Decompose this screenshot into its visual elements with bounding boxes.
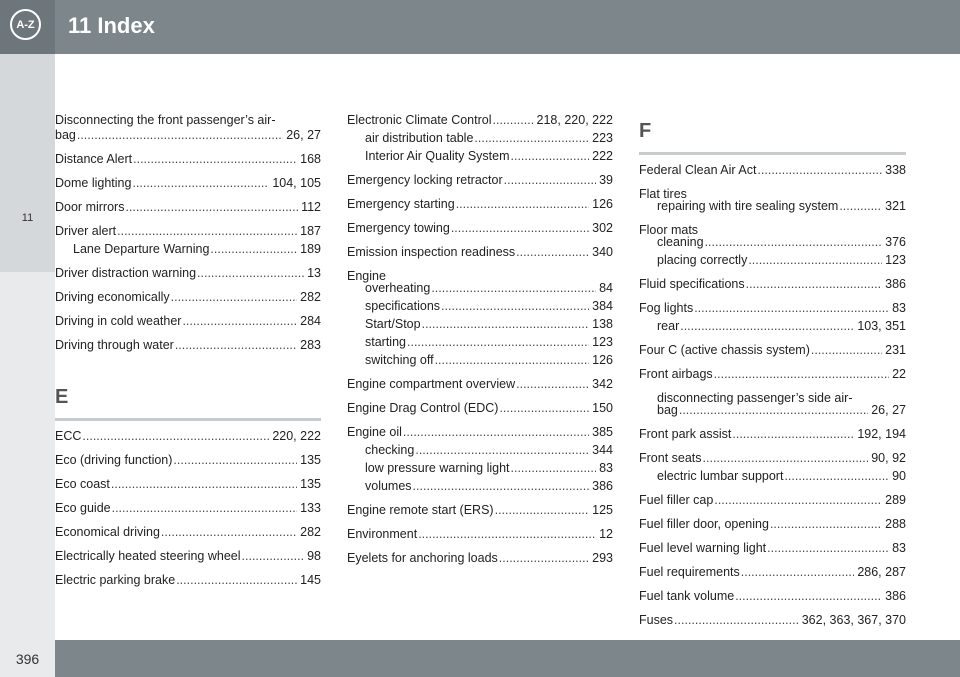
index-entry-pages: 168: [300, 152, 321, 166]
index-entry-label: overheating: [365, 281, 431, 295]
index-entry-pages: 125: [592, 503, 613, 517]
index-entry-list: [55, 152, 321, 353]
leader-dots: [418, 527, 596, 542]
index-entry[interactable]: [347, 173, 613, 188]
index-entry[interactable]: [55, 266, 321, 281]
index-entry[interactable]: [639, 613, 906, 628]
leader-dots: [176, 573, 297, 588]
leader-dots: [197, 266, 304, 281]
index-column-1: [55, 113, 321, 597]
index-entry[interactable]: [55, 525, 321, 540]
leader-dots: [474, 131, 589, 146]
index-entry-label: Engine Drag Control (EDC): [347, 401, 499, 415]
index-entry-pages: 145: [300, 573, 321, 587]
index-entry[interactable]: [55, 314, 321, 329]
index-entry-label: Interior Air Quality System: [365, 149, 510, 163]
index-entry-pages: 284: [300, 314, 321, 328]
index-entry-pages: 26, 27: [286, 128, 321, 142]
leader-dots: [703, 451, 869, 466]
index-entry-pages: 223: [592, 131, 613, 145]
index-entry-pages: 26, 27: [871, 403, 906, 417]
index-entry[interactable]: [347, 551, 613, 566]
leader-dots: [694, 301, 889, 316]
leader-dots: [516, 377, 589, 392]
index-entry-label: Driving through water: [55, 338, 174, 352]
index-entry-pages: 90, 92: [871, 451, 906, 465]
index-entry[interactable]: [639, 367, 906, 382]
a-z-icon: A-Z: [10, 9, 41, 40]
leader-dots: [182, 314, 297, 329]
index-entry-label: Economical driving: [55, 525, 160, 539]
index-entry-label: checking: [365, 443, 415, 457]
leader-dots: [422, 317, 590, 332]
index-subentry[interactable]: [347, 443, 613, 458]
index-entry-label: Front airbags: [639, 367, 713, 381]
index-entry-pages: 338: [885, 163, 906, 177]
leader-dots: [735, 589, 882, 604]
index-entry[interactable]: [55, 549, 321, 564]
index-entry[interactable]: [347, 221, 613, 236]
index-logo: [0, 0, 55, 54]
index-subentry[interactable]: [347, 353, 613, 368]
leader-dots: [82, 429, 269, 444]
index-entry-label: Electrically heated steering wheel: [55, 549, 241, 563]
index-entry-pages: 150: [592, 401, 613, 415]
index-entry-label: starting: [365, 335, 406, 349]
leader-dots: [511, 461, 597, 476]
index-entry-label: Engine compartment overview: [347, 377, 516, 391]
index-entry[interactable]: [639, 163, 906, 178]
leader-dots: [133, 152, 297, 167]
index-entry[interactable]: [347, 401, 613, 416]
index-subentry[interactable]: [347, 335, 613, 350]
index-entry-label: Fuel filler cap: [639, 493, 714, 507]
leader-dots: [499, 401, 589, 416]
index-entry-label: Environment: [347, 527, 418, 541]
index-entry-pages: 112: [301, 200, 321, 214]
index-entry[interactable]: [639, 589, 906, 604]
index-subentry[interactable]: [347, 479, 613, 494]
index-entry-pages: 384: [592, 299, 613, 313]
index-entry-pages: 344: [592, 443, 613, 457]
index-entry-pages: 39: [599, 173, 613, 187]
index-entry-pages: 84: [599, 281, 613, 295]
index-entry-pages: 362, 363, 367, 370: [801, 613, 906, 627]
leader-dots: [173, 453, 297, 468]
index-entry-label: Eco guide: [55, 501, 111, 515]
index-entry[interactable]: [347, 377, 613, 392]
index-entry-label: Eco coast: [55, 477, 110, 491]
leader-dots: [210, 242, 297, 257]
leader-dots: [732, 427, 854, 442]
index-entry[interactable]: [639, 451, 906, 466]
index-entry-pages: 386: [592, 479, 613, 493]
index-entry[interactable]: [347, 527, 613, 542]
index-entry-pages: 288: [885, 517, 906, 531]
leader-dots: [741, 565, 855, 580]
index-entry-label: Eco (driving function): [55, 453, 173, 467]
index-entry-label: volumes: [365, 479, 412, 493]
leader-dots: [811, 343, 882, 358]
index-entry-pages: 192, 194: [857, 427, 906, 441]
index-entry-label: disconnecting passenger’s side air-: [657, 391, 853, 405]
leader-dots: [242, 549, 305, 564]
leader-dots: [451, 221, 589, 236]
index-entry-pages: 98: [307, 549, 321, 563]
index-entry-label: Driving economically: [55, 290, 170, 304]
index-column-2: [347, 113, 613, 575]
index-entry[interactable]: [639, 427, 906, 442]
index-entry-pages: 222: [592, 149, 613, 163]
index-entry[interactable]: [639, 517, 906, 532]
index-entry-list: [639, 163, 906, 628]
index-entry[interactable]: [347, 503, 613, 518]
index-entry-label: cleaning: [657, 235, 704, 249]
index-entry[interactable]: [55, 501, 321, 516]
index-entry-pages: 90: [892, 469, 906, 483]
leader-dots: [413, 479, 590, 494]
index-entry-pages: 340: [592, 245, 613, 259]
index-subentry[interactable]: [347, 299, 613, 314]
index-entry[interactable]: [55, 573, 321, 588]
leader-dots: [516, 245, 589, 260]
index-entry-label: Distance Alert: [55, 152, 133, 166]
index-entry[interactable]: [639, 343, 906, 358]
index-entry-label: Four C (active chassis system): [639, 343, 810, 357]
leader-dots: [111, 477, 297, 492]
index-entry-pages: 302: [592, 221, 613, 235]
index-entry-label: Emergency starting: [347, 197, 455, 211]
index-entry[interactable]: [55, 477, 321, 492]
index-entry-label: Disconnecting the front passenger’s air-: [55, 113, 276, 127]
section-letter: E: [55, 386, 321, 421]
page-number: 396: [0, 640, 55, 677]
index-entry-pages: 13: [307, 266, 321, 280]
leader-dots: [504, 173, 596, 188]
index-subentry[interactable]: [347, 281, 613, 296]
leader-dots: [407, 335, 589, 350]
chapter-number: 11: [21, 212, 34, 224]
index-entry[interactable]: [55, 200, 321, 215]
index-entry-pages: 126: [592, 197, 613, 211]
leader-dots: [112, 501, 298, 516]
index-entry-pages: 138: [592, 317, 613, 331]
index-entry[interactable]: [55, 429, 321, 444]
index-entry-pages: 133: [300, 501, 321, 515]
leader-dots: [748, 253, 882, 268]
index-entry-label: Emergency locking retractor: [347, 173, 503, 187]
index-entry-label: rear: [657, 319, 680, 333]
page-footer: [0, 640, 960, 677]
index-entry-label: Fuel requirements: [639, 565, 740, 579]
index-entry-label: specifications: [365, 299, 441, 313]
index-entry[interactable]: [347, 245, 613, 260]
index-entry-pages: 187: [300, 224, 321, 238]
index-entry-label: Door mirrors: [55, 200, 125, 214]
index-entry-label: bag: [657, 403, 678, 417]
index-entry-pages: 12: [599, 527, 613, 541]
index-entry-label: bag: [55, 128, 76, 142]
index-entry-pages: 283: [300, 338, 321, 352]
index-entry-label: air distribution table: [365, 131, 474, 145]
index-subentry[interactable]: [639, 235, 906, 250]
index-entry-label: Fuel filler door, opening: [639, 517, 769, 531]
leader-dots: [674, 613, 799, 628]
index-entry[interactable]: [347, 197, 613, 212]
index-entry-pages: 220, 222: [272, 429, 321, 443]
index-entry-pages: 376: [885, 235, 906, 249]
index-entry[interactable]: [55, 113, 321, 143]
leader-dots: [511, 149, 590, 164]
leader-dots: [680, 319, 854, 334]
index-subentry[interactable]: [639, 319, 906, 334]
index-entry-label: Front park assist: [639, 427, 732, 441]
index-entry-label: Electric parking brake: [55, 573, 176, 587]
index-entry[interactable]: [639, 493, 906, 508]
index-entry-label: low pressure warning light: [365, 461, 510, 475]
index-subentry[interactable]: [347, 461, 613, 476]
leader-dots: [117, 224, 297, 239]
index-entry-label: Start/Stop: [365, 317, 421, 331]
leader-dots: [456, 197, 589, 212]
section-letter: F: [639, 120, 906, 155]
leader-dots: [679, 403, 868, 418]
index-subentry[interactable]: [639, 403, 906, 418]
index-entry-list: [55, 429, 321, 588]
index-entry-label: Eyelets for anchoring loads: [347, 551, 498, 565]
leader-dots: [415, 443, 589, 458]
leader-dots: [161, 525, 297, 540]
index-entry-label: Emission inspection readiness: [347, 245, 516, 259]
index-entry-pages: 293: [592, 551, 613, 565]
index-entry-label: switching off: [365, 353, 434, 367]
index-entry-pages: 231: [885, 343, 906, 357]
index-entry-label: placing correctly: [657, 253, 748, 267]
index-entry-label: Engine remote start (ERS): [347, 503, 494, 517]
index-entry[interactable]: [347, 425, 613, 440]
leader-dots: [493, 113, 534, 128]
index-entry-pages: 286, 287: [857, 565, 906, 579]
index-entry[interactable]: [55, 338, 321, 353]
index-entry[interactable]: [55, 176, 321, 191]
index-entry-pages: 123: [592, 335, 613, 349]
index-entry-pages: 123: [885, 253, 906, 267]
index-entry[interactable]: [55, 290, 321, 305]
index-entry[interactable]: [639, 277, 906, 292]
index-entry-pages: 218, 220, 222: [536, 113, 613, 127]
index-entry-label: Driver distraction warning: [55, 266, 197, 280]
index-entry-label: Engine oil: [347, 425, 402, 439]
leader-dots: [714, 367, 889, 382]
index-entry-pages: 189: [300, 242, 321, 256]
index-column-3: [639, 120, 906, 637]
leader-dots: [495, 503, 590, 518]
leader-dots: [132, 176, 269, 191]
leader-dots: [770, 517, 882, 532]
index-entry-label: Fuel level warning light: [639, 541, 767, 555]
index-entry[interactable]: [55, 224, 321, 239]
index-entry[interactable]: [639, 301, 906, 316]
index-entry-label: Federal Clean Air Act: [639, 163, 757, 177]
index-subentry[interactable]: [639, 469, 906, 484]
index-entry[interactable]: [55, 453, 321, 468]
leader-dots: [435, 353, 590, 368]
index-entry-label: Fuses: [639, 613, 674, 627]
leader-dots: [767, 541, 889, 556]
index-entry-list: [347, 113, 613, 566]
index-entry-label: Lane Departure Warning: [73, 242, 210, 256]
index-entry-pages: 103, 351: [857, 319, 906, 333]
index-subentry[interactable]: [347, 317, 613, 332]
leader-dots: [499, 551, 589, 566]
index-entry-label: Fluid specifications: [639, 277, 745, 291]
index-entry-pages: 135: [300, 477, 321, 491]
leader-dots: [839, 199, 882, 214]
index-entry-label: Fuel tank volume: [639, 589, 735, 603]
leader-dots: [441, 299, 589, 314]
leader-dots: [746, 277, 883, 292]
index-entry-label: Front seats: [639, 451, 702, 465]
index-entry-pages: 282: [300, 290, 321, 304]
index-entry-pages: 126: [592, 353, 613, 367]
leader-dots: [757, 163, 882, 178]
leader-dots: [171, 290, 298, 305]
index-entry-label: Electronic Climate Control: [347, 113, 492, 127]
page-title: 11 Index: [68, 13, 155, 38]
index-entry-label: electric lumbar support: [657, 469, 784, 483]
index-entry-label: repairing with tire sealing system: [657, 199, 839, 213]
index-entry-pages: 386: [885, 589, 906, 603]
index-entry-pages: 83: [892, 301, 906, 315]
index-entry-pages: 289: [885, 493, 906, 507]
index-entry-label: ECC: [55, 429, 82, 443]
index-entry-label: Emergency towing: [347, 221, 450, 235]
index-entry-pages: 83: [599, 461, 613, 475]
chapter-tab[interactable]: [0, 54, 55, 272]
leader-dots: [175, 338, 297, 353]
leader-dots: [125, 200, 298, 215]
index-entry[interactable]: [347, 113, 613, 128]
leader-dots: [705, 235, 883, 250]
index-entry-label: Flat tires: [639, 187, 687, 201]
index-entry[interactable]: [639, 565, 906, 580]
index-subentry[interactable]: [347, 131, 613, 146]
index-entry-label: Engine: [347, 269, 386, 283]
index-entry-label: Dome lighting: [55, 176, 132, 190]
index-entry-pages: 22: [892, 367, 906, 381]
index-subentry[interactable]: [55, 242, 321, 257]
index-entry-pages: 135: [300, 453, 321, 467]
index-entry-pages: 386: [885, 277, 906, 291]
index-entry-pages: 321: [885, 199, 906, 213]
leader-dots: [403, 425, 589, 440]
index-entry[interactable]: [639, 541, 906, 556]
index-entry-label: Floor mats: [639, 223, 699, 237]
index-subentry[interactable]: [639, 199, 906, 214]
leader-dots: [431, 281, 596, 296]
index-entry-pages: 385: [592, 425, 613, 439]
leader-dots: [714, 493, 882, 508]
index-entry-pages: 342: [592, 377, 613, 391]
index-subentry[interactable]: [639, 253, 906, 268]
index-entry[interactable]: [55, 152, 321, 167]
index-entry-label: Fog lights: [639, 301, 694, 315]
index-entry-label: Driving in cold weather: [55, 314, 182, 328]
index-entry-pages: 282: [300, 525, 321, 539]
index-subentry[interactable]: [347, 149, 613, 164]
index-entry-label: Driver alert: [55, 224, 117, 238]
leader-dots: [77, 128, 283, 143]
leader-dots: [784, 469, 889, 484]
index-entry-pages: 83: [892, 541, 906, 555]
index-entry-pages: 104, 105: [272, 176, 321, 190]
